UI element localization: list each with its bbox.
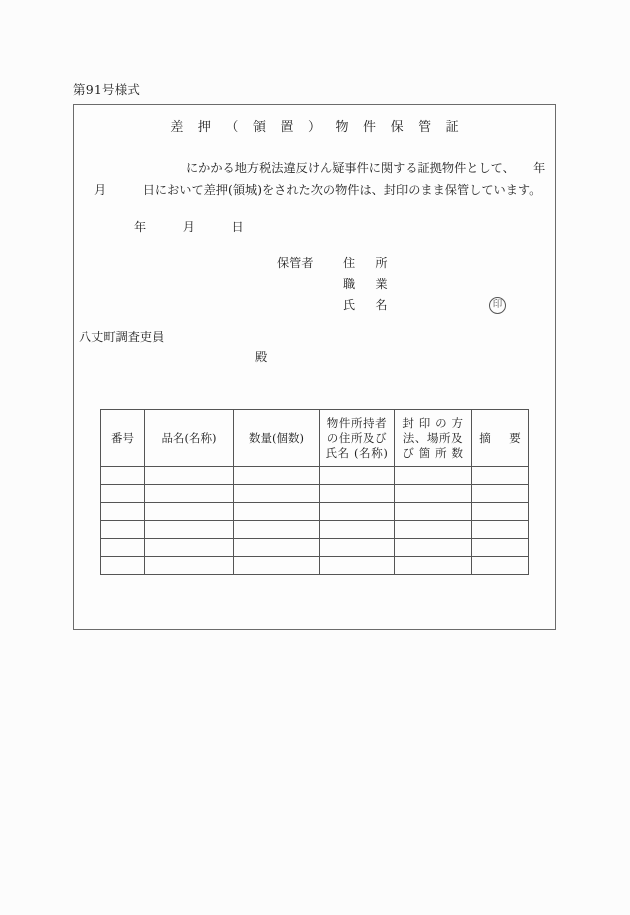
table-cell-1[interactable] <box>145 521 234 539</box>
custodian-row-occupation <box>277 274 506 295</box>
table-row <box>101 503 529 521</box>
table-cell-0[interactable] <box>101 503 145 521</box>
table-cell-3[interactable] <box>320 485 395 503</box>
column-header-owner-line-3: 氏名 (名称) <box>325 445 389 460</box>
table-cell-3[interactable] <box>320 467 395 485</box>
table-cell-2[interactable] <box>234 503 320 521</box>
page-title: 差 押 （ 領 置 ） 物 件 保 管 証 <box>170 120 464 135</box>
column-header-remarks: 摘 要 <box>472 410 529 467</box>
column-header-seal-line-3: び 箇 所 数 <box>402 445 464 460</box>
table-cell-3[interactable] <box>320 521 395 539</box>
column-header-item-name: 品名(名称) <box>145 410 234 467</box>
table-cell-5[interactable] <box>472 521 529 539</box>
table-cell-5[interactable] <box>472 467 529 485</box>
table-cell-4[interactable] <box>395 557 472 575</box>
table-cell-2[interactable] <box>234 485 320 503</box>
table-row <box>101 557 529 575</box>
custodian-field-address-label: 住 所 <box>343 256 392 270</box>
table-cell-1[interactable] <box>145 557 234 575</box>
table-header-row <box>101 410 529 467</box>
table-cell-5[interactable] <box>472 503 529 521</box>
column-header-owner-line-2: の住所及び <box>326 430 388 445</box>
table-cell-3[interactable] <box>320 557 395 575</box>
custodian-label: 保管者 <box>277 256 314 270</box>
table-cell-4[interactable] <box>395 467 472 485</box>
body-paragraph-line-1: にかかる地方税法違反けん疑事件に関する証拠物件として、 年 <box>186 161 546 175</box>
table-cell-3[interactable] <box>320 503 395 521</box>
date-blank-line: 年 月 日 <box>134 220 244 234</box>
table-body <box>101 467 529 575</box>
addressee-name: 八丈町調査吏員 <box>79 330 165 344</box>
column-header-owner-line-1: 物件所持者 <box>326 415 388 430</box>
custodian-field-name-label: 氏 名 <box>343 298 392 312</box>
table-cell-4[interactable] <box>395 485 472 503</box>
table-cell-4[interactable] <box>395 521 472 539</box>
custodian-block <box>277 253 506 316</box>
table-cell-5[interactable] <box>472 539 529 557</box>
column-header-seal-method <box>395 410 472 467</box>
column-header-number: 番号 <box>101 410 145 467</box>
body-paragraph-line-2: 月 日において差押(領城)をされた次の物件は、封印のまま保管しています。 <box>94 183 542 197</box>
table-cell-2[interactable] <box>234 539 320 557</box>
body-paragraph <box>74 157 557 201</box>
form-number: 第91号様式 <box>73 82 141 97</box>
table-cell-2[interactable] <box>234 557 320 575</box>
column-header-quantity: 数量(個数) <box>234 410 320 467</box>
table-cell-2[interactable] <box>234 521 320 539</box>
custodian-row-address <box>277 253 506 274</box>
table-cell-1[interactable] <box>145 503 234 521</box>
table-cell-0[interactable] <box>101 557 145 575</box>
table-cell-3[interactable] <box>320 539 395 557</box>
column-header-seal-line-1: 封 印 の 方 <box>402 415 464 430</box>
items-table <box>100 409 529 575</box>
seal-stamp-icon: 印 <box>489 297 506 314</box>
document-frame <box>73 104 556 630</box>
column-header-owner <box>320 410 395 467</box>
table-row <box>101 539 529 557</box>
table-cell-4[interactable] <box>395 539 472 557</box>
table-cell-0[interactable] <box>101 539 145 557</box>
addressee-honorific: 殿 <box>255 350 268 364</box>
table-cell-1[interactable] <box>145 539 234 557</box>
column-header-seal-line-2: 法、場所及 <box>402 430 464 445</box>
table-cell-5[interactable] <box>472 557 529 575</box>
table-cell-0[interactable] <box>101 521 145 539</box>
table-row <box>101 467 529 485</box>
table-cell-1[interactable] <box>145 467 234 485</box>
table-cell-0[interactable] <box>101 485 145 503</box>
table-cell-5[interactable] <box>472 485 529 503</box>
table-row <box>101 521 529 539</box>
custodian-row-name <box>277 295 506 316</box>
table-cell-4[interactable] <box>395 503 472 521</box>
custodian-field-occupation-label: 職 業 <box>343 277 392 291</box>
table-row <box>101 485 529 503</box>
table-cell-1[interactable] <box>145 485 234 503</box>
table-cell-0[interactable] <box>101 467 145 485</box>
table-cell-2[interactable] <box>234 467 320 485</box>
addressee-block <box>79 327 267 367</box>
